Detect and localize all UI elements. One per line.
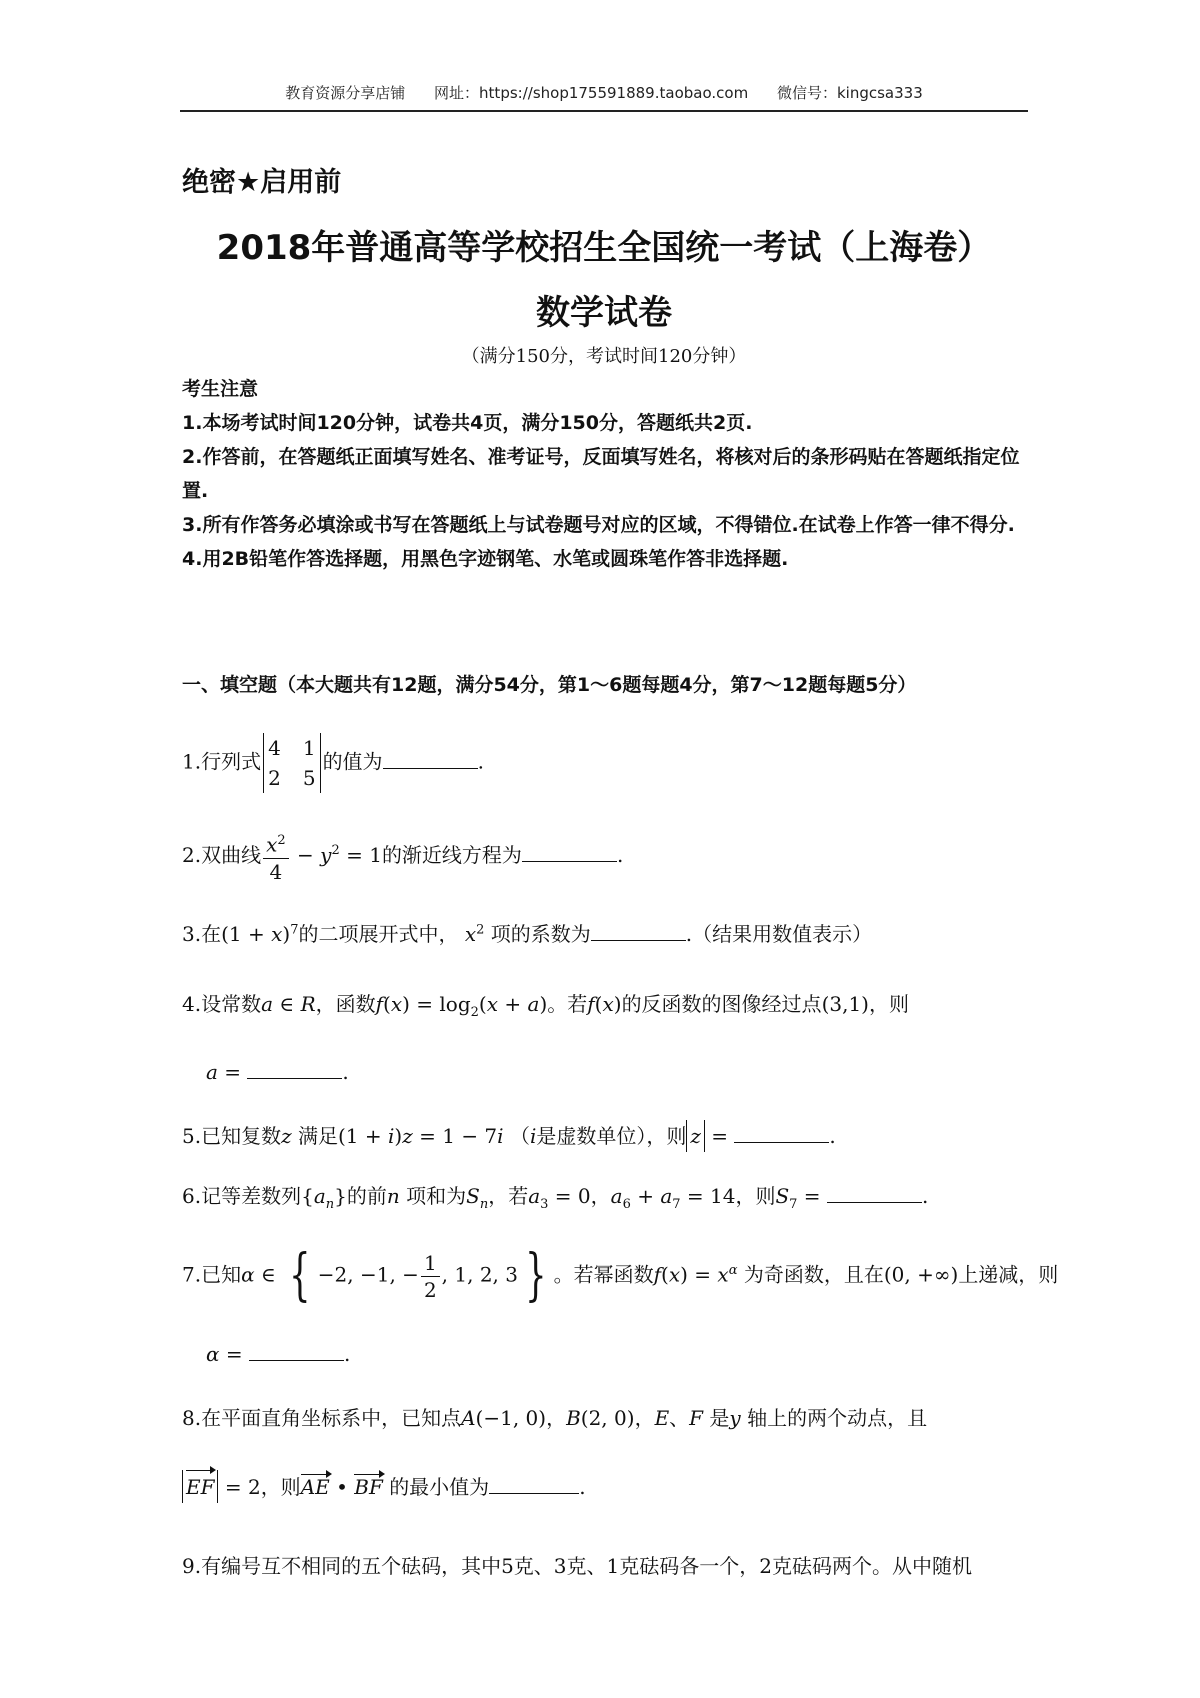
question-9: 9.有编号互不相同的五个砝码，其中5克、3克、1克砝码各一个，2克砝码两个。从中随机 xyxy=(182,1554,972,1578)
question-8-line-2: EF = 2，则AE • BF 的最小值为 . xyxy=(182,1470,586,1503)
question-7-answer: α = . xyxy=(206,1342,351,1366)
question-1: 1.行列式 4 1 2 5 的值为 . xyxy=(182,733,484,793)
shop-url: 网址：https://shop175591889.taobao.com xyxy=(434,84,749,102)
instructions-heading: 考生注意 xyxy=(182,378,259,400)
fraction: $\frac{1}{2}$ xyxy=(421,1250,440,1303)
header-divider xyxy=(180,110,1028,112)
answer-blank[interactable] xyxy=(247,1058,342,1079)
section-heading: 一、填空题（本大题共有12题，满分54分，第1～6题每题4分，第7～12题每题5分） xyxy=(182,674,917,696)
secret-label: 绝密★启用前 xyxy=(182,167,342,198)
page-header xyxy=(180,82,1028,103)
fraction: $\frac{x^2}{4}$ xyxy=(263,828,289,885)
question-6: 6.记等差数列$\{a_n\}$的前n 项和为$S_n$，若$a_3 = 0$，$a_6 + a_7 = 14$，则$S_7$ = . xyxy=(182,1184,929,1212)
answer-blank[interactable] xyxy=(249,1340,344,1361)
determinant: 4 1 2 5 xyxy=(263,733,320,793)
question-4-answer: a = . xyxy=(206,1060,349,1084)
answer-blank[interactable] xyxy=(734,1122,829,1143)
instructions xyxy=(182,372,1028,576)
answer-blank[interactable] xyxy=(827,1182,922,1203)
instruction-item: 2.作答前，在答题纸正面填写姓名、准考证号，反面填写姓名，将核对后的条形码贴在答题纸指定位置. xyxy=(182,446,1020,502)
exam-note: （满分150分，考试时间120分钟） xyxy=(461,346,747,367)
shop-name: 教育资源分享店铺 xyxy=(285,84,406,102)
answer-blank[interactable] xyxy=(383,748,478,769)
question-8: 8.在平面直角坐标系中，已知点A(−1, 0)，B(2, 0)，E、F 是y 轴上的两个动点，且 xyxy=(182,1406,928,1430)
answer-blank[interactable] xyxy=(489,1473,579,1494)
answer-blank[interactable] xyxy=(522,841,617,862)
instruction-item: 1.本场考试时间120分钟，试卷共4页，满分150分，答题纸共2页. xyxy=(182,412,753,434)
answer-blank[interactable] xyxy=(591,920,686,941)
exam-subtitle: 数学试卷 xyxy=(536,293,672,333)
exam-title: 2018年普通高等学校招生全国统一考试（上海卷） xyxy=(216,228,992,268)
question-3: 3.在$(1 + x)^7$的二项展开式中， $x^2$ 项的系数为 .（结果用数值表示） xyxy=(182,922,873,946)
instruction-item: 4.用2B铅笔作答选择题，用黑色字迹钢笔、水笔或圆珠笔作答非选择题. xyxy=(182,548,789,570)
question-7: 7.已知α ∈ { −2, −1, − $\frac{1}{2}$ , 1, 2, 3 } 。若幂函数$f(x) = x^\alpha$ 为奇函数，且在(0, +∞)上递减，则 xyxy=(182,1243,1059,1308)
question-5: 5.已知复数z 满足(1 + i)z = 1 − 7i （i是虚数单位），则 z = . xyxy=(182,1120,836,1152)
wechat-id: 微信号：kingcsa333 xyxy=(776,84,923,102)
question-4: 4.设常数a ∈ R，函数$f(x) = \log_2(x + a)$。若f(x)的反函数的图像经过点(3,1)，则 xyxy=(182,992,909,1020)
instruction-item: 3.所有作答务必填涂或书写在答题纸上与试卷题号对应的区域，不得错位.在试卷上作答一律不得分. xyxy=(182,514,1015,536)
question-2: 2.双曲线 $\frac{x^2}{4}$ − $y^2 = 1$的渐近线方程为 . xyxy=(182,828,623,885)
